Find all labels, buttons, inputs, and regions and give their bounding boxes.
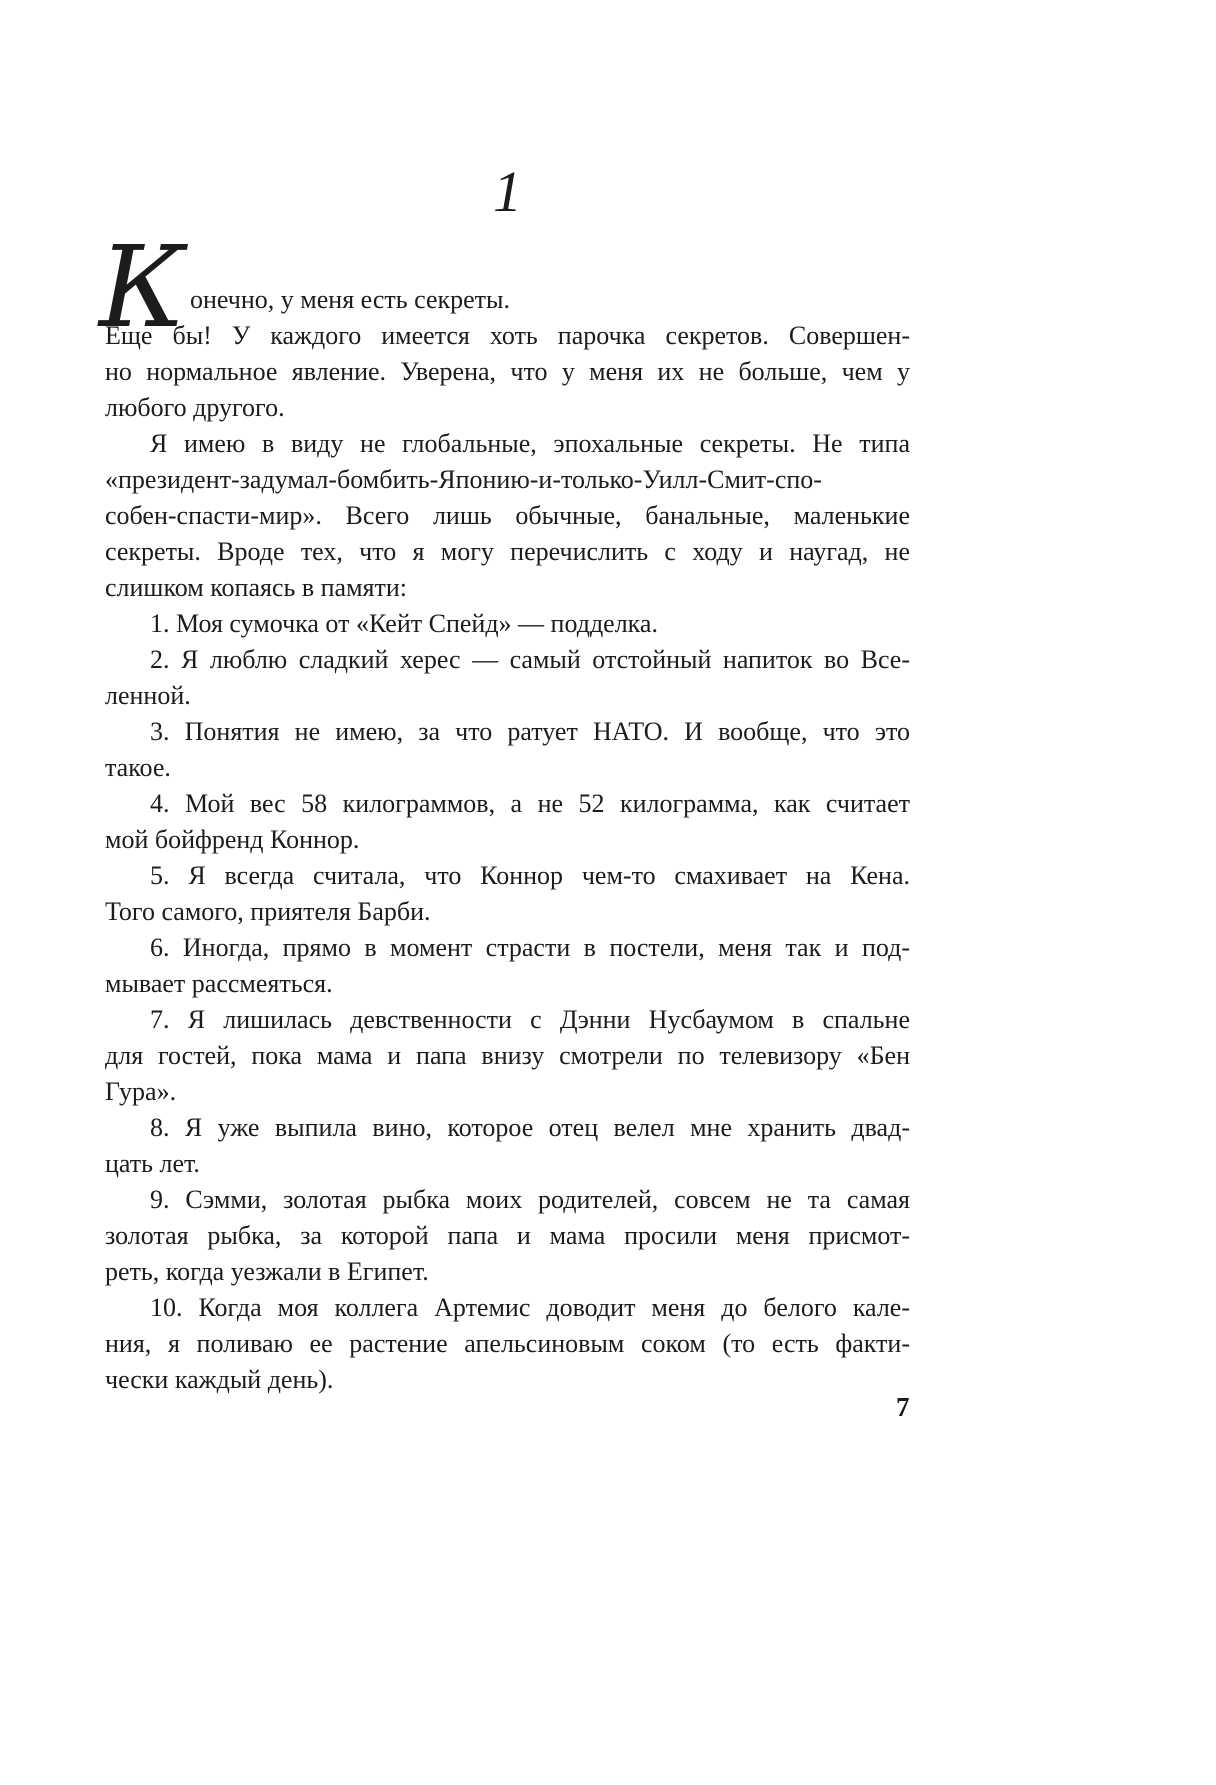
- text-line: Еще бы! У каждого имеется хоть парочка секретов. Совершен-: [105, 321, 910, 350]
- chapter-number: 1: [493, 159, 522, 224]
- opening-line-text: онечно, у меня есть секреты.: [190, 285, 511, 314]
- list-item-7: [105, 1002, 910, 1110]
- text-line: но нормальное явление. Уверена, что у меня их не больше, чем у: [105, 357, 910, 386]
- list-item-5: [105, 858, 910, 930]
- text-line: слишком копаясь в памяти:: [105, 573, 407, 602]
- text-line: 5. Я всегда считала, что Коннор чем-то смахивает на Кена.: [150, 861, 910, 890]
- text-line: Я имею в виду не глобальные, эпохальные секреты. Не типа: [150, 429, 910, 458]
- text-line: 1. Моя сумочка от «Кейт Спейд» — подделка.: [150, 609, 658, 638]
- text-line: 4. Мой вес 58 килограммов, а не 52 килограмма, как считает: [150, 789, 910, 818]
- paragraph-preamble: [105, 426, 910, 606]
- text-line: для гостей, пока мама и папа внизу смотрели по телевизору «Бен: [105, 1041, 910, 1070]
- text-block: [99, 223, 910, 1398]
- text-line: 2. Я люблю сладкий херес — самый отстойный напиток во Все-: [150, 645, 910, 674]
- text-line: мой бойфренд Коннор.: [105, 825, 360, 854]
- text-line: собен-спасти-мир». Всего лишь обычные, банальные, маленькие: [105, 501, 910, 530]
- list-item-6: [105, 930, 910, 1002]
- list-item-9: [105, 1182, 910, 1290]
- text-line: ленной.: [105, 681, 191, 710]
- list-item-2: [105, 642, 910, 714]
- text-line: любого другого.: [105, 393, 285, 422]
- list-item-4: [105, 786, 910, 858]
- text-line: «президент-задумал-бомбить-Японию-и-только-Уилл-Смит-спо-: [105, 465, 822, 494]
- list-item-3: [105, 714, 910, 786]
- text-line: 3. Понятия не имею, за что ратует НАТО. И вообще, что это: [150, 717, 910, 746]
- text-line: цать лет.: [105, 1149, 200, 1178]
- text-line: Гура».: [105, 1077, 177, 1106]
- text-line: 8. Я уже выпила вино, которое отец велел мне хранить двад-: [150, 1113, 910, 1142]
- paragraph-intro: [105, 318, 910, 426]
- text-line: золотая рыбка, за которой папа и мама просили меня присмот-: [105, 1221, 910, 1250]
- text-line: ния, я поливаю ее растение апельсиновым соком (то есть факти-: [105, 1329, 910, 1358]
- text-line: 6. Иногда, прямо в момент страсти в постели, меня так и под-: [150, 933, 910, 962]
- text-line: Того самого, приятеля Барби.: [105, 897, 431, 926]
- list-item-10: [105, 1290, 910, 1398]
- list-item-1: [105, 606, 910, 642]
- text-line: реть, когда уезжали в Египет.: [105, 1257, 429, 1286]
- text-line: 9. Сэмми, золотая рыбка моих родителей, совсем не та самая: [150, 1185, 910, 1214]
- list-item-8: [105, 1110, 910, 1182]
- dropcap-letter: К: [99, 223, 186, 353]
- text-line: 7. Я лишилась девственности с Дэнни Нусбаумом в спальне: [150, 1005, 910, 1034]
- page-number: 7: [896, 1392, 910, 1422]
- text-line: 10. Когда моя коллега Артемис доводит меня до белого кале-: [150, 1293, 910, 1322]
- text-line: чески каждый день).: [105, 1365, 334, 1394]
- text-line: секреты. Вроде тех, что я могу перечислить с ходу и наугад, не: [105, 537, 910, 566]
- text-line: мывает рассмеяться.: [105, 969, 333, 998]
- text-line: такое.: [105, 753, 171, 782]
